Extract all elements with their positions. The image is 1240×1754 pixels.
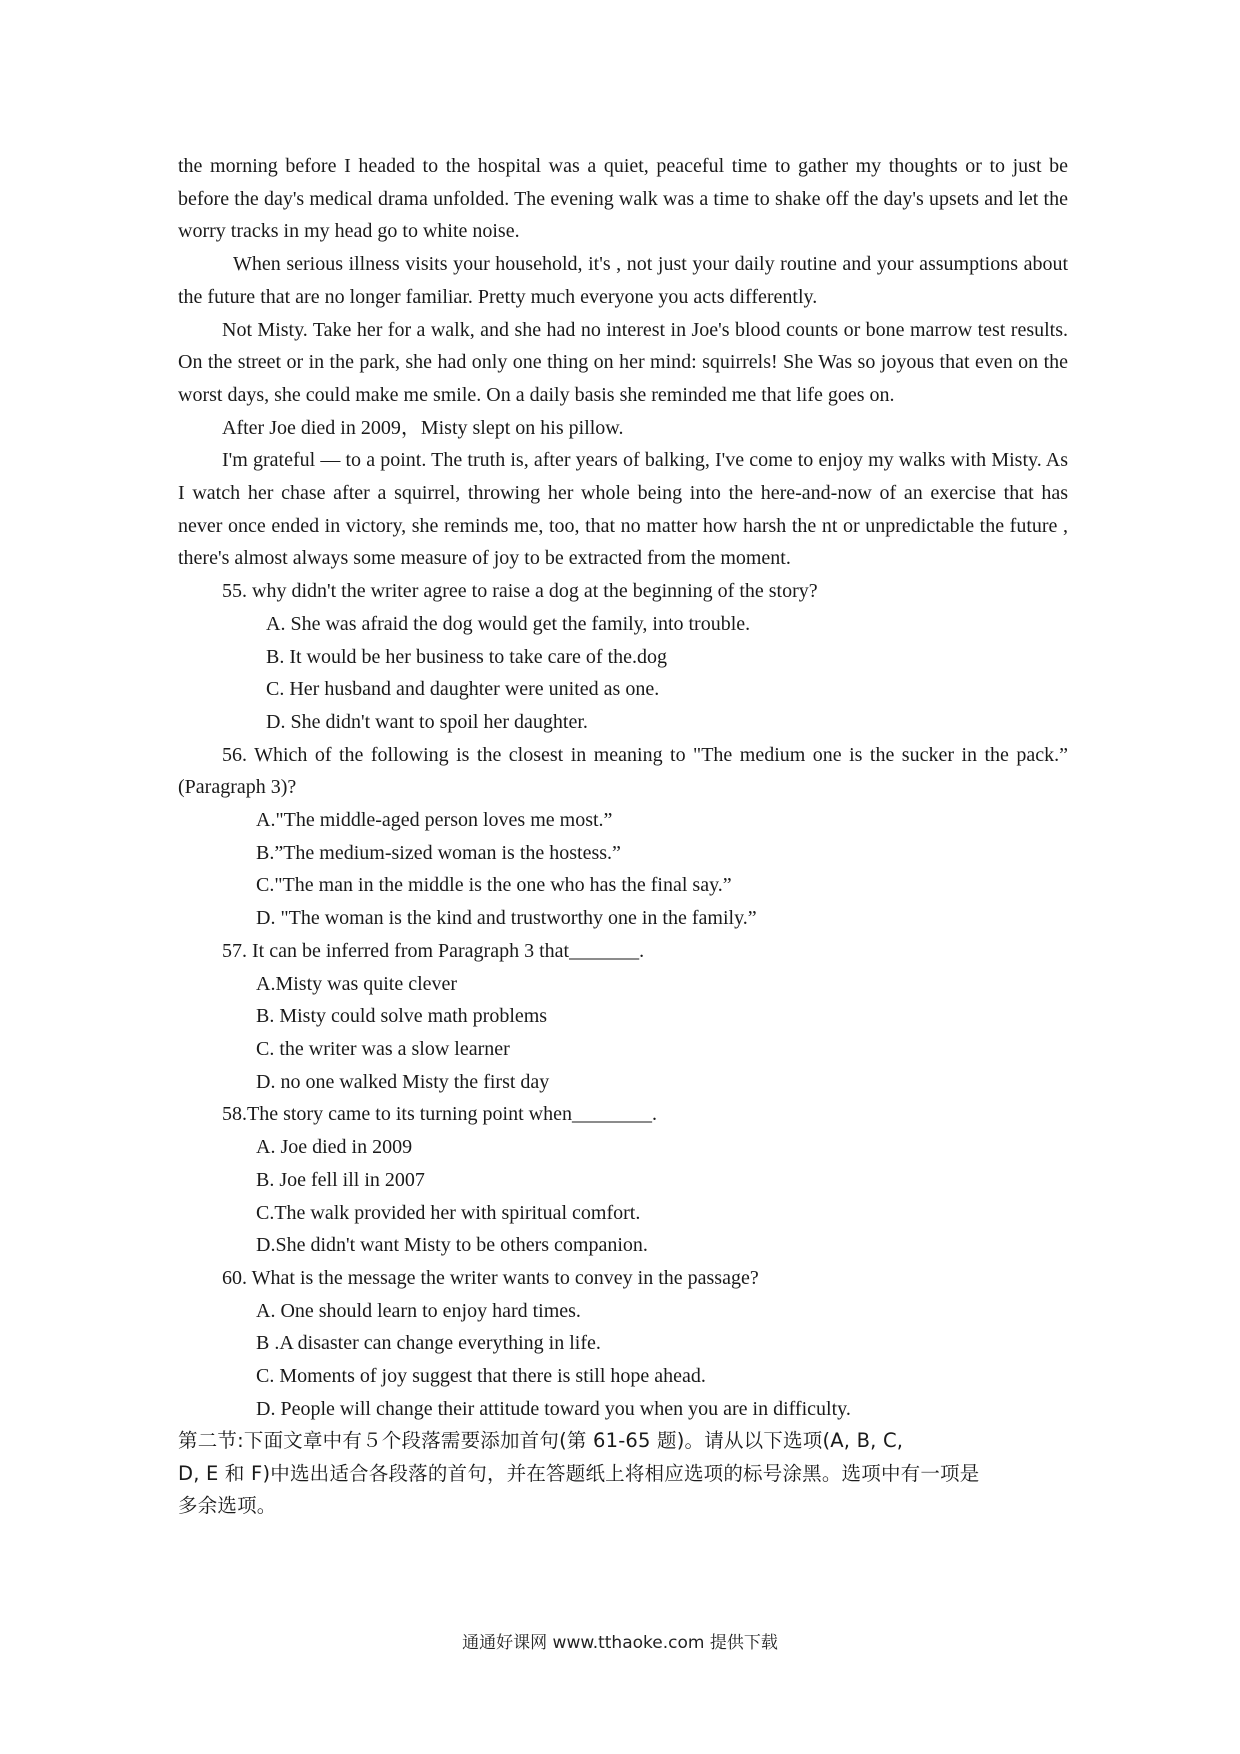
answer-option: B. It would be her business to take care of the.dog — [266, 645, 668, 668]
instruction-line: 多余选项。 — [178, 1494, 277, 1518]
answer-option: C. Moments of joy suggest that there is still hope ahead. — [256, 1365, 706, 1388]
passage-paragraph: the morning before I headed to the hospital was a quiet, peaceful time to gather my thoughts or to just be before the day's medical drama unfolded. The evening walk was a time to shake off the day's upsets and let the worry tracks in my head go to white noise. — [178, 155, 1068, 243]
question-60 — [178, 1262, 1068, 1426]
question-stem: 60. What is the message the writer wants to convey in the passage? — [222, 1266, 759, 1289]
passage-paragraph: When serious illness visits your household, it's , not just your daily routine and your assumptions about the future that are no longer familiar. Pretty much everyone you acts differently. — [178, 253, 1068, 308]
answer-option: D. People will change their attitude toward you when you are in difficulty. — [256, 1397, 851, 1420]
question-57 — [178, 935, 1068, 1099]
answer-option: C. the writer was a slow learner — [256, 1037, 510, 1060]
instruction-line: 第二节:下面文章中有５个段落需要添加首句(第 61-65 题)。请从以下选项(A, B, C, — [178, 1429, 904, 1453]
instruction-line: D, E 和 F)中选出适合各段落的首句，并在答题纸上将相应选项的标号涂黑。选项中有一项是 — [178, 1461, 980, 1485]
answer-option: A. One should learn to enjoy hard times. — [256, 1299, 581, 1322]
answer-option: D. "The woman is the kind and trustworthy one in the family.” — [256, 907, 757, 930]
question-stem: 57. It can be inferred from Paragraph 3 that_______. — [222, 939, 645, 962]
answer-option: B .A disaster can change everything in life. — [256, 1332, 601, 1355]
answer-option: A."The middle-aged person loves me most.” — [256, 809, 613, 832]
answer-option: A.Misty was quite clever — [256, 972, 458, 995]
question-55 — [178, 575, 1068, 739]
passage-paragraph: After Joe died in 2009，Misty slept on his pillow. — [222, 416, 624, 439]
passage-paragraph: I'm grateful — to a point. The truth is, after years of balking, I've come to enjoy my walks with Misty. As I watch her chase after a squirrel, throwing her whole being into the here-and-now of an exercise that has never once ended in victory, she reminds me, too, that no matter how harsh the nt or unpredictable the future , there's almost always some measure of joy to be extracted from the moment. — [178, 449, 1068, 570]
answer-option: D.She didn't want Misty to be others companion. — [256, 1234, 648, 1257]
answer-option: D. She didn't want to spoil her daughter. — [266, 710, 588, 733]
answer-option: C."The man in the middle is the one who has the final say.” — [256, 874, 732, 897]
question-58 — [178, 1098, 1068, 1262]
answer-option: D. no one walked Misty the first day — [256, 1070, 550, 1093]
page-footer: 通通好课网 www.tthaoke.com 提供下载 — [462, 1633, 778, 1653]
question-stem: 58.The story came to its turning point when________. — [222, 1103, 657, 1126]
section-2-instructions — [178, 1425, 1068, 1523]
answer-option: C.The walk provided her with spiritual comfort. — [256, 1201, 641, 1224]
answer-option: B.”The medium-sized woman is the hostess.” — [256, 841, 621, 864]
answer-option: B. Misty could solve math problems — [256, 1005, 548, 1028]
answer-option: C. Her husband and daughter were united as one. — [266, 678, 660, 701]
answer-option: A. She was afraid the dog would get the family, into trouble. — [266, 612, 751, 635]
answer-option: A. Joe died in 2009 — [256, 1136, 413, 1159]
answer-option: B. Joe fell ill in 2007 — [256, 1168, 425, 1191]
question-stem: 56. Which of the following is the closest in meaning to "The medium one is the sucker in the pack.” (Paragraph 3)? — [178, 743, 1068, 799]
passage-paragraph: Not Misty. Take her for a walk, and she had no interest in Joe's blood counts or bone marrow test results. On the street or in the park, she had only one thing on her mind: squirrels! She Was so joyous that even on the worst days, she could make me smile. On a daily basis she reminded me that life goes on. — [178, 318, 1068, 406]
page-content — [178, 150, 1068, 1523]
question-stem: 55. why didn't the writer agree to raise a dog at the beginning of the story? — [222, 580, 818, 603]
question-56 — [178, 739, 1068, 935]
